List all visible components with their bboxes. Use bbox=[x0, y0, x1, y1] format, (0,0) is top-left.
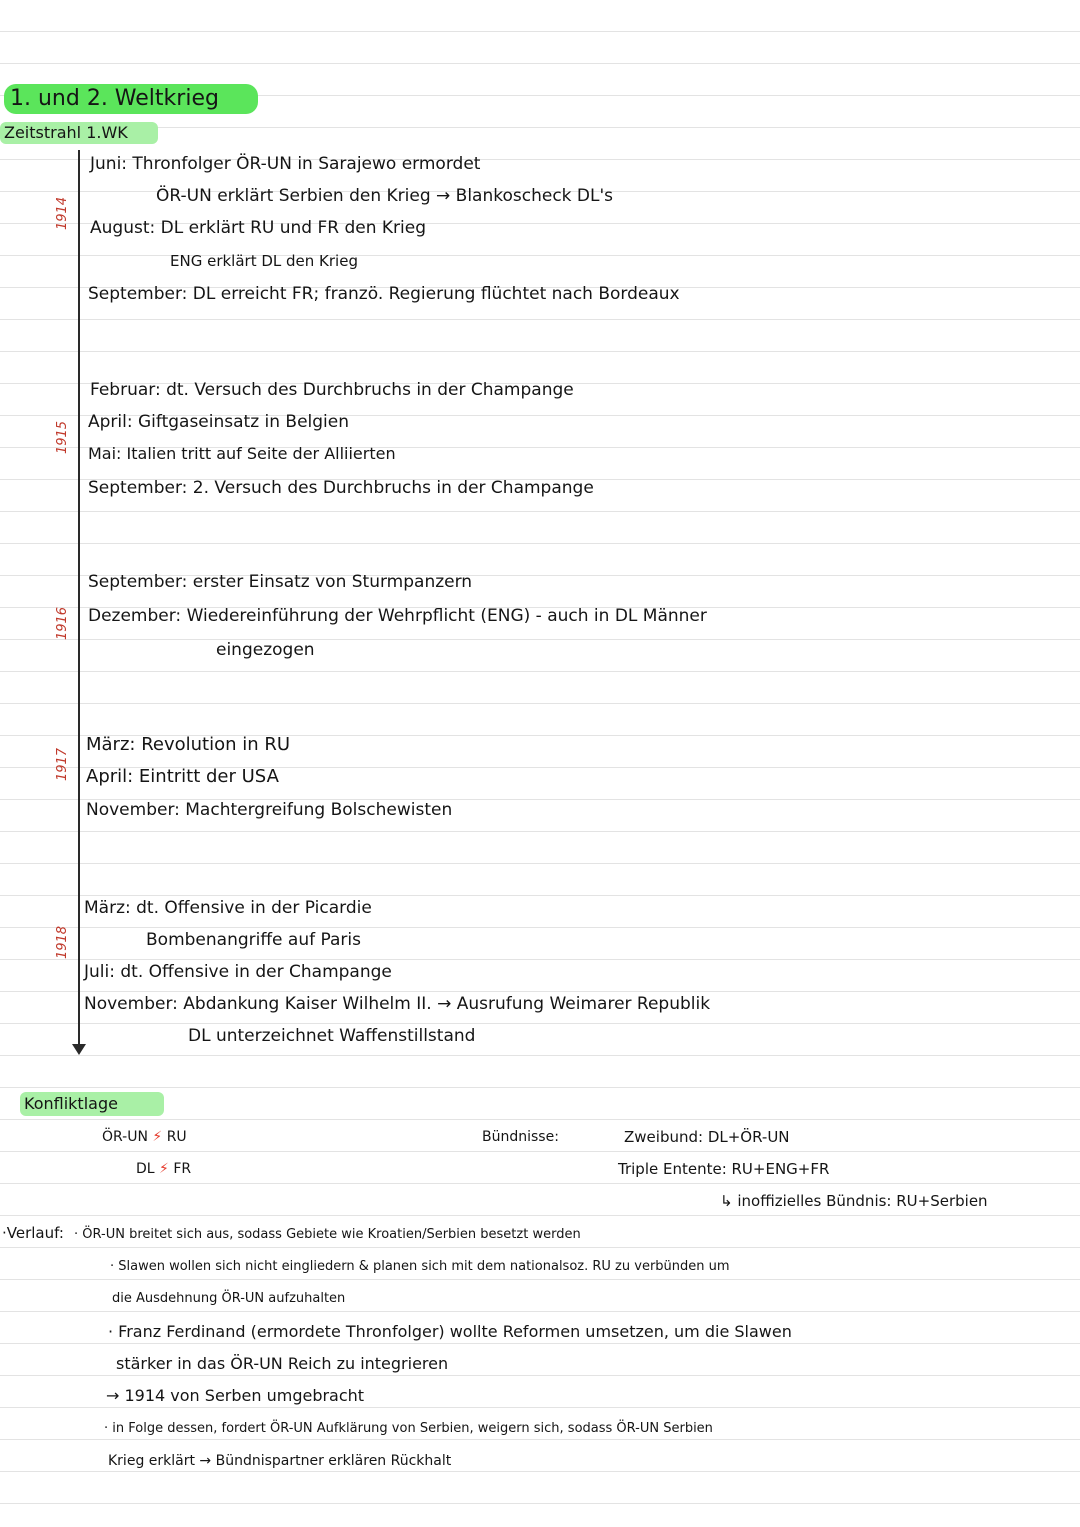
konflikt-line-1 bbox=[102, 1130, 187, 1144]
event-1917-maerz: März: Revolution in RU bbox=[86, 734, 291, 755]
event-1915-april: April: Giftgaseinsatz in Belgien bbox=[88, 412, 350, 432]
lightning-icon: ⚡ bbox=[152, 1129, 163, 1145]
buendnisse-label: Bündnisse: bbox=[482, 1129, 559, 1145]
event-1916-dezember: Dezember: Wiedereinführung der Wehrpflicht (ENG) - auch in DL Männer bbox=[88, 606, 707, 626]
konflikt-oe-ru-left: ÖR-UN bbox=[102, 1129, 148, 1145]
event-1918-waffenstillstand: DL unterzeichnet Waffenstillstand bbox=[188, 1026, 476, 1046]
buendnis-triple-entente: Triple Entente: RU+ENG+FR bbox=[618, 1160, 830, 1178]
event-1916-september: September: erster Einsatz von Sturmpanzern bbox=[88, 572, 473, 592]
verlauf-line-6: → 1914 von Serben umgebracht bbox=[106, 1386, 365, 1405]
event-1918-bomben: Bombenangriffe auf Paris bbox=[146, 930, 361, 950]
event-1914-juni: Juni: Thronfolger ÖR-UN in Sarajewo ermordet bbox=[90, 154, 481, 174]
year-label-1916: 1916 bbox=[55, 606, 71, 641]
timeline-axis bbox=[78, 150, 80, 1046]
year-label-1918: 1918 bbox=[55, 925, 71, 960]
event-1914-august: August: DL erklärt RU und FR den Krieg bbox=[90, 218, 427, 238]
timeline-arrow-icon bbox=[72, 1044, 86, 1055]
event-1915-september: September: 2. Versuch des Durchbruchs in der Champange bbox=[88, 478, 594, 498]
konflikt-dl-fr-left: DL bbox=[136, 1161, 155, 1177]
year-label-1914: 1914 bbox=[55, 196, 71, 231]
lightning-icon: ⚡ bbox=[159, 1161, 169, 1177]
event-1918-november: November: Abdankung Kaiser Wilhelm II. → Ausrufung Weimarer Republik bbox=[84, 994, 711, 1014]
event-1914-eng: ENG erklärt DL den Krieg bbox=[170, 252, 358, 270]
verlauf-line-2: · Slawen wollen sich nicht eingliedern & planen sich mit dem nationalsoz. RU zu verbünden um bbox=[110, 1259, 730, 1274]
buendnis-inoffiziell: ↳ inoffizielles Bündnis: RU+Serbien bbox=[720, 1192, 988, 1210]
year-label-1917: 1917 bbox=[55, 747, 71, 782]
konflikt-oe-ru-right: RU bbox=[166, 1129, 187, 1145]
event-1915-mai: Mai: Italien tritt auf Seite der Alliierten bbox=[88, 444, 396, 463]
event-1914-krieg-serbien: ÖR-UN erklärt Serbien den Krieg → Blankoscheck DL's bbox=[156, 186, 614, 206]
event-1917-november: November: Machtergreifung Bolschewisten bbox=[86, 800, 453, 820]
event-1915-februar: Februar: dt. Versuch des Durchbruchs in der Champange bbox=[90, 380, 574, 400]
event-1917-april: April: Eintritt der USA bbox=[86, 766, 279, 787]
verlauf-line-1: · ÖR-UN breitet sich aus, sodass Gebiete wie Kroatien/Serbien besetzt werden bbox=[74, 1227, 581, 1242]
subtitle: Zeitstrahl 1.WK bbox=[4, 123, 128, 142]
verlauf-line-8: Krieg erklärt → Bündnispartner erklären Rückhalt bbox=[108, 1453, 452, 1469]
year-label-1915: 1915 bbox=[55, 420, 71, 455]
event-1918-maerz: März: dt. Offensive in der Picardie bbox=[84, 898, 372, 918]
konflikt-heading: Konfliktlage bbox=[24, 1094, 118, 1113]
buendnis-zweibund: Zweibund: DL+ÖR-UN bbox=[624, 1128, 790, 1146]
event-1918-juli: Juli: dt. Offensive in der Champange bbox=[84, 962, 392, 982]
verlauf-label: ·Verlauf: bbox=[2, 1224, 64, 1242]
konflikt-line-2 bbox=[136, 1162, 191, 1176]
verlauf-line-4: · Franz Ferdinand (ermordete Thronfolger) wollte Reformen umsetzen, um die Slawen bbox=[108, 1322, 792, 1341]
page-title: 1. und 2. Weltkrieg bbox=[10, 86, 219, 111]
konflikt-dl-fr-right: FR bbox=[173, 1161, 192, 1177]
verlauf-line-5: stärker in das ÖR-UN Reich zu integrieren bbox=[116, 1354, 449, 1373]
event-1916-dezember-cont: eingezogen bbox=[216, 640, 315, 660]
event-1914-september: September: DL erreicht FR; franzö. Regierung flüchtet nach Bordeaux bbox=[88, 284, 680, 304]
verlauf-line-3: die Ausdehnung ÖR-UN aufzuhalten bbox=[112, 1291, 346, 1306]
verlauf-line-7: · in Folge dessen, fordert ÖR-UN Aufklärung von Serbien, weigern sich, sodass ÖR-UN Serbien bbox=[104, 1421, 713, 1436]
